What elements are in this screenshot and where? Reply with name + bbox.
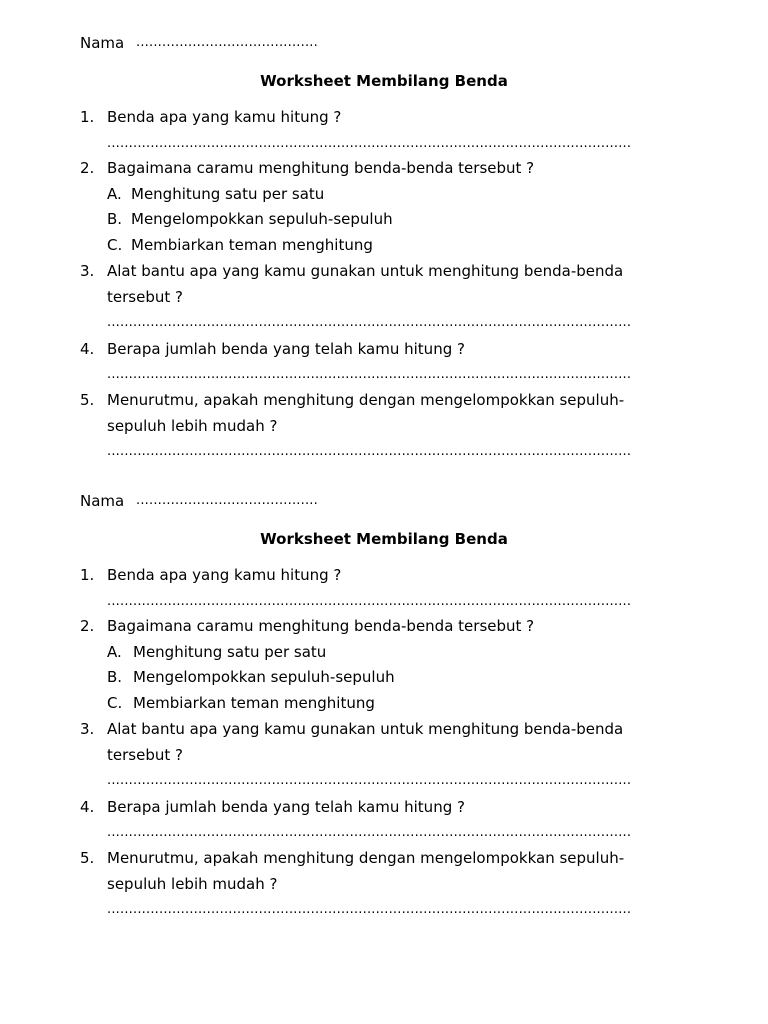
answer-line-4: .........................................................................................................................	[107, 825, 632, 840]
question-1-text: Benda apa yang kamu hitung ?	[107, 108, 342, 126]
option-b-letter: B.	[107, 210, 123, 228]
name-label: Nama	[80, 34, 125, 52]
question-4-text: Berapa jumlah benda yang telah kamu hitung ?	[107, 798, 465, 816]
question-2-text: Bagaimana caramu menghitung benda-benda tersebut ?	[107, 617, 535, 635]
answer-line-1: .........................................................................................................................	[107, 136, 632, 151]
worksheet-title: Worksheet Membilang Benda	[260, 530, 508, 548]
question-1-number: 1.	[80, 108, 95, 126]
option-c-text: Membiarkan teman menghitung	[133, 694, 375, 712]
question-3-text-line1: Alat bantu apa yang kamu gunakan untuk menghitung benda-benda	[107, 262, 624, 280]
option-c-letter: C.	[107, 236, 123, 254]
question-4-number: 4.	[80, 798, 95, 816]
question-3-number: 3.	[80, 720, 95, 738]
question-2-number: 2.	[80, 159, 95, 177]
option-c-letter: C.	[107, 694, 123, 712]
option-a-letter: A.	[107, 185, 122, 203]
question-1-text: Benda apa yang kamu hitung ?	[107, 566, 342, 584]
name-label: Nama	[80, 492, 125, 510]
question-3-text-line2: tersebut ?	[107, 288, 183, 306]
question-2-number: 2.	[80, 617, 95, 635]
question-5-text-line1: Menurutmu, apakah menghitung dengan mengelompokkan sepuluh-	[107, 849, 625, 867]
name-blank: ..........................................	[136, 35, 318, 50]
question-1-number: 1.	[80, 566, 95, 584]
answer-line-5: .........................................................................................................................	[107, 444, 632, 459]
question-4-text: Berapa jumlah benda yang telah kamu hitung ?	[107, 340, 465, 358]
option-b-text: Mengelompokkan sepuluh-sepuluh	[131, 210, 393, 228]
question-5-text-line2: sepuluh lebih mudah ?	[107, 417, 278, 435]
option-a-text: Menghitung satu per satu	[133, 643, 327, 661]
question-3-text-line1: Alat bantu apa yang kamu gunakan untuk menghitung benda-benda	[107, 720, 624, 738]
worksheet-title: Worksheet Membilang Benda	[260, 72, 508, 90]
option-b-text: Mengelompokkan sepuluh-sepuluh	[133, 668, 395, 686]
name-blank: ..........................................	[136, 493, 318, 508]
question-2-text: Bagaimana caramu menghitung benda-benda tersebut ?	[107, 159, 535, 177]
option-a-letter: A.	[107, 643, 122, 661]
question-5-text-line2: sepuluh lebih mudah ?	[107, 875, 278, 893]
option-a-text: Menghitung satu per satu	[131, 185, 325, 203]
worksheet-2	[0, 492, 768, 932]
option-c-text: Membiarkan teman menghitung	[131, 236, 373, 254]
question-3-text-line2: tersebut ?	[107, 746, 183, 764]
option-b-letter: B.	[107, 668, 123, 686]
answer-line-3: .........................................................................................................................	[107, 315, 632, 330]
answer-line-1: .........................................................................................................................	[107, 594, 632, 609]
answer-line-3: .........................................................................................................................	[107, 773, 632, 788]
question-5-number: 5.	[80, 849, 95, 867]
question-4-number: 4.	[80, 340, 95, 358]
question-5-number: 5.	[80, 391, 95, 409]
question-5-text-line1: Menurutmu, apakah menghitung dengan mengelompokkan sepuluh-	[107, 391, 625, 409]
worksheet-1	[0, 34, 768, 474]
question-3-number: 3.	[80, 262, 95, 280]
answer-line-4: .........................................................................................................................	[107, 367, 632, 382]
answer-line-5: .........................................................................................................................	[107, 902, 632, 917]
